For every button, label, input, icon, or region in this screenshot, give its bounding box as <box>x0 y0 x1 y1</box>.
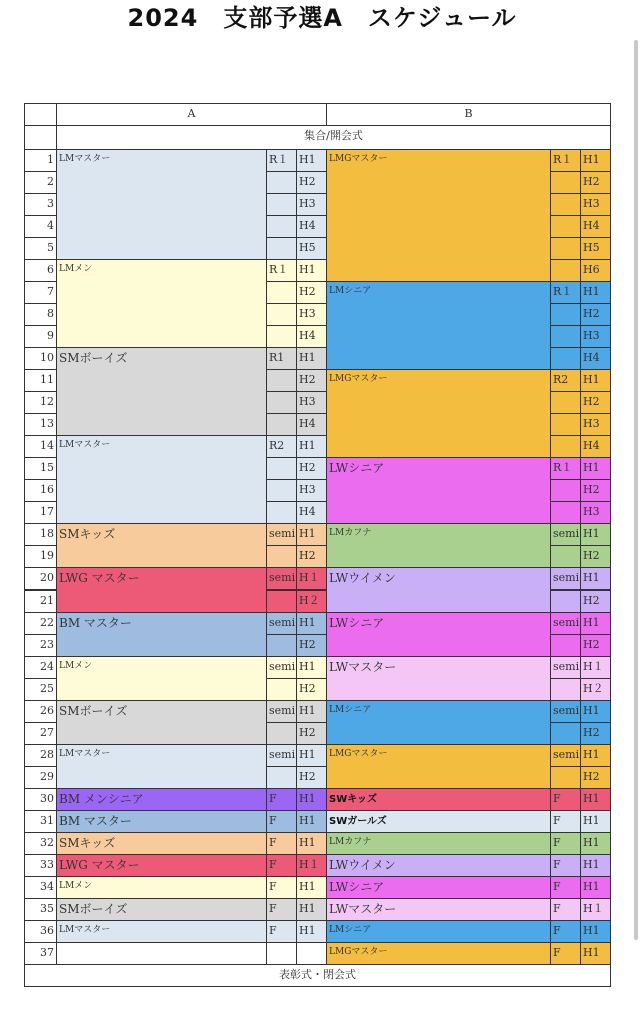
heat-label: H2 <box>296 171 327 194</box>
round-code: F <box>550 920 581 943</box>
heat-label: H3 <box>580 193 611 216</box>
heat-label: H5 <box>296 237 327 260</box>
heat-label: H3 <box>296 303 327 326</box>
heat-label: H1 <box>580 612 611 635</box>
heat-label: H1 <box>296 898 327 921</box>
round-code <box>266 942 297 965</box>
row-number: 28 <box>24 744 57 767</box>
round-code: semi <box>266 567 297 590</box>
row-number: 33 <box>24 854 57 877</box>
row-number: 3 <box>24 193 57 216</box>
heat-label: H2 <box>580 479 611 502</box>
event-block: LWシニア <box>326 612 551 657</box>
corner-cell <box>24 103 57 126</box>
round-code <box>550 634 581 657</box>
round-code: semi <box>550 656 581 679</box>
round-code: semi <box>550 744 581 767</box>
heat-label: H1 <box>296 149 327 172</box>
row-number: 21 <box>24 590 57 613</box>
row-number: 19 <box>24 545 57 568</box>
column-header-b: B <box>326 103 611 126</box>
event-block: SMボーイズ <box>56 700 267 745</box>
round-code <box>266 479 297 502</box>
heat-label: H1 <box>296 612 327 635</box>
round-code <box>266 237 297 260</box>
heat-label: H4 <box>580 215 611 238</box>
row-number: 5 <box>24 237 57 260</box>
event-block: LWシニア <box>326 876 551 899</box>
row-number: 31 <box>24 810 57 833</box>
heat-label: H2 <box>296 369 327 392</box>
heat-label: H1 <box>296 435 327 458</box>
event-block <box>56 942 267 965</box>
event-block: LWG マスター <box>56 854 267 877</box>
heat-label: H１ <box>580 898 611 921</box>
row-number: 20 <box>24 567 57 590</box>
round-code <box>550 171 581 194</box>
heat-label: H2 <box>296 766 327 789</box>
heat-label: H1 <box>580 700 611 723</box>
round-code <box>550 259 581 282</box>
heat-label: H１ <box>296 854 327 877</box>
heat-label: H1 <box>580 567 611 590</box>
round-code <box>550 479 581 502</box>
row-number: 18 <box>24 523 57 546</box>
heat-label: H2 <box>296 281 327 304</box>
row-number: 15 <box>24 457 57 480</box>
heat-label: H1 <box>580 854 611 877</box>
round-code: semi <box>550 523 581 546</box>
round-code: F <box>550 942 581 965</box>
round-code <box>550 590 581 613</box>
round-code <box>266 303 297 326</box>
row-number: 10 <box>24 347 57 370</box>
row-number: 27 <box>24 722 57 745</box>
round-code: semi <box>550 567 581 590</box>
event-block: BM マスター <box>56 612 267 657</box>
row-number: 11 <box>24 369 57 392</box>
heat-label: H2 <box>580 722 611 745</box>
heat-label: H1 <box>296 656 327 679</box>
round-code <box>266 193 297 216</box>
row-number: 7 <box>24 281 57 304</box>
heat-label: H1 <box>296 920 327 943</box>
event-block: LMマスター <box>56 744 267 789</box>
row-number: 22 <box>24 612 57 635</box>
heat-label: H２ <box>580 678 611 701</box>
event-block: LMカフナ <box>326 832 551 855</box>
round-code: F <box>266 788 297 811</box>
heat-label: H1 <box>580 281 611 304</box>
round-code <box>550 435 581 458</box>
round-code: F <box>550 832 581 855</box>
heat-label: H2 <box>296 722 327 745</box>
round-code: semi <box>266 744 297 767</box>
round-code <box>550 722 581 745</box>
round-code <box>550 766 581 789</box>
heat-label: H2 <box>296 634 327 657</box>
round-code: semi <box>266 656 297 679</box>
row-number: 34 <box>24 876 57 899</box>
event-block: BM メンシニア <box>56 788 267 811</box>
heat-label: H2 <box>580 545 611 568</box>
round-code: F <box>550 898 581 921</box>
event-block: LMメン <box>56 656 267 701</box>
event-block: SMボーイズ <box>56 898 267 921</box>
heat-label: H2 <box>296 457 327 480</box>
round-code <box>266 281 297 304</box>
row-number: 36 <box>24 920 57 943</box>
corner-cell <box>24 125 57 150</box>
event-block: LWマスター <box>326 898 551 921</box>
round-code <box>266 722 297 745</box>
round-code <box>266 391 297 414</box>
round-code <box>266 215 297 238</box>
row-number: 8 <box>24 303 57 326</box>
row-number: 17 <box>24 501 57 524</box>
round-code: F <box>266 854 297 877</box>
heat-label: H2 <box>296 678 327 701</box>
heat-label: H1 <box>296 832 327 855</box>
round-code <box>550 391 581 414</box>
heat-label: H1 <box>580 920 611 943</box>
column-header-a: A <box>56 103 327 126</box>
round-code: F <box>550 854 581 877</box>
event-block: SMキッズ <box>56 832 267 855</box>
heat-label: H２ <box>296 590 327 613</box>
heat-label: H1 <box>580 942 611 965</box>
round-code: R2 <box>550 369 581 392</box>
heat-label: H2 <box>580 634 611 657</box>
heat-label: H1 <box>296 523 327 546</box>
round-code <box>550 545 581 568</box>
heat-label: H4 <box>296 501 327 524</box>
heat-label: H3 <box>580 413 611 436</box>
heat-label: H5 <box>580 237 611 260</box>
heat-label: H6 <box>580 259 611 282</box>
row-number: 32 <box>24 832 57 855</box>
round-code <box>550 347 581 370</box>
round-code <box>266 634 297 657</box>
heat-label: H2 <box>580 590 611 613</box>
round-code <box>550 325 581 348</box>
round-code: semi <box>266 700 297 723</box>
heat-label: H1 <box>580 832 611 855</box>
row-number: 25 <box>24 678 57 701</box>
event-block: LWシニア <box>326 457 551 524</box>
heat-label: H1 <box>580 369 611 392</box>
heat-label: H4 <box>296 215 327 238</box>
round-code <box>550 237 581 260</box>
scrollbar[interactable] <box>634 40 638 940</box>
heat-label: H１ <box>296 567 327 590</box>
event-block: SWキッズ <box>326 788 551 811</box>
row-number: 37 <box>24 942 57 965</box>
row-number: 35 <box>24 898 57 921</box>
round-code: F <box>266 876 297 899</box>
page-title: 2024 支部予選A スケジュール <box>127 4 517 32</box>
round-code: R１ <box>550 457 581 480</box>
round-code: semi <box>266 523 297 546</box>
round-code: R１ <box>266 149 297 172</box>
heat-label: H2 <box>580 303 611 326</box>
row-number: 2 <box>24 171 57 194</box>
heat-label <box>296 942 327 965</box>
heat-label: H2 <box>580 391 611 414</box>
heat-label: H4 <box>580 435 611 458</box>
event-block: LMGマスター <box>326 744 551 789</box>
heat-label: H2 <box>580 766 611 789</box>
event-block: SMボーイズ <box>56 347 267 436</box>
heat-label: H3 <box>296 193 327 216</box>
event-block: LMマスター <box>56 435 267 524</box>
row-number: 26 <box>24 700 57 723</box>
heat-label: H1 <box>580 744 611 767</box>
heat-label: H1 <box>580 523 611 546</box>
round-code: R１ <box>550 281 581 304</box>
event-block: LMシニア <box>326 700 551 745</box>
event-block: LWG マスター <box>56 567 267 612</box>
row-number: 23 <box>24 634 57 657</box>
heat-label: H1 <box>296 259 327 282</box>
round-code: F <box>550 788 581 811</box>
event-block: LWウイメン <box>326 854 551 877</box>
event-block: LMマスター <box>56 149 267 260</box>
event-block: LWマスター <box>326 656 551 701</box>
heat-label: H4 <box>296 325 327 348</box>
round-code: F <box>550 876 581 899</box>
heat-label: H3 <box>296 479 327 502</box>
round-code: semi <box>266 612 297 635</box>
row-number: 14 <box>24 435 57 458</box>
round-code <box>266 325 297 348</box>
round-code <box>550 501 581 524</box>
round-code: R１ <box>550 149 581 172</box>
row-number: 9 <box>24 325 57 348</box>
round-code: F <box>550 810 581 833</box>
event-block: LMカフナ <box>326 523 551 568</box>
heat-label: H3 <box>580 325 611 348</box>
event-block: LMメン <box>56 259 267 348</box>
heat-label: H3 <box>580 501 611 524</box>
round-code: R2 <box>266 435 297 458</box>
round-code <box>266 678 297 701</box>
row-number: 4 <box>24 215 57 238</box>
heat-label: H1 <box>580 149 611 172</box>
round-code <box>266 766 297 789</box>
row-number: 30 <box>24 788 57 811</box>
round-code: F <box>266 920 297 943</box>
heat-label: H1 <box>296 788 327 811</box>
event-block: LMマスター <box>56 920 267 943</box>
round-code <box>550 193 581 216</box>
event-block: LMシニア <box>326 920 551 943</box>
event-block: SWガールズ <box>326 810 551 833</box>
row-number: 24 <box>24 656 57 679</box>
heat-label: H1 <box>296 700 327 723</box>
round-code <box>266 457 297 480</box>
heat-label: H1 <box>296 347 327 370</box>
round-code <box>266 501 297 524</box>
heat-label: H1 <box>296 876 327 899</box>
heat-label: H1 <box>580 457 611 480</box>
round-code <box>550 303 581 326</box>
heat-label: H1 <box>580 810 611 833</box>
heat-label: H1 <box>296 744 327 767</box>
round-code: R1 <box>266 347 297 370</box>
event-block: LMシニア <box>326 281 551 370</box>
heat-label: H１ <box>580 656 611 679</box>
heat-label: H4 <box>580 347 611 370</box>
round-code <box>266 545 297 568</box>
heat-label: H2 <box>296 545 327 568</box>
round-code <box>550 678 581 701</box>
row-number: 1 <box>24 149 57 172</box>
row-number: 16 <box>24 479 57 502</box>
event-block: LWウイメン <box>326 567 551 612</box>
event-block: LMGマスター <box>326 369 551 458</box>
round-code: F <box>266 810 297 833</box>
heat-label: H1 <box>580 788 611 811</box>
opening-row: 集合/開会式 <box>56 125 611 150</box>
row-number: 29 <box>24 766 57 789</box>
round-code: semi <box>550 700 581 723</box>
round-code: F <box>266 832 297 855</box>
round-code <box>266 590 297 613</box>
row-number: 6 <box>24 259 57 282</box>
round-code <box>550 215 581 238</box>
round-code <box>266 413 297 436</box>
event-block: LMメン <box>56 876 267 899</box>
event-block: LMGマスター <box>326 942 551 965</box>
heat-label: H3 <box>296 391 327 414</box>
round-code: semi <box>550 612 581 635</box>
round-code <box>550 413 581 436</box>
round-code: F <box>266 898 297 921</box>
closing-row: 表彰式・閉会式 <box>24 964 611 987</box>
row-number: 12 <box>24 391 57 414</box>
heat-label: H1 <box>296 810 327 833</box>
heat-label: H1 <box>580 876 611 899</box>
event-block: LMGマスター <box>326 149 551 282</box>
event-block: BM マスター <box>56 810 267 833</box>
heat-label: H2 <box>580 171 611 194</box>
round-code <box>266 369 297 392</box>
row-number: 13 <box>24 413 57 436</box>
event-block: SMキッズ <box>56 523 267 568</box>
round-code <box>266 171 297 194</box>
round-code: R１ <box>266 259 297 282</box>
heat-label: H4 <box>296 413 327 436</box>
